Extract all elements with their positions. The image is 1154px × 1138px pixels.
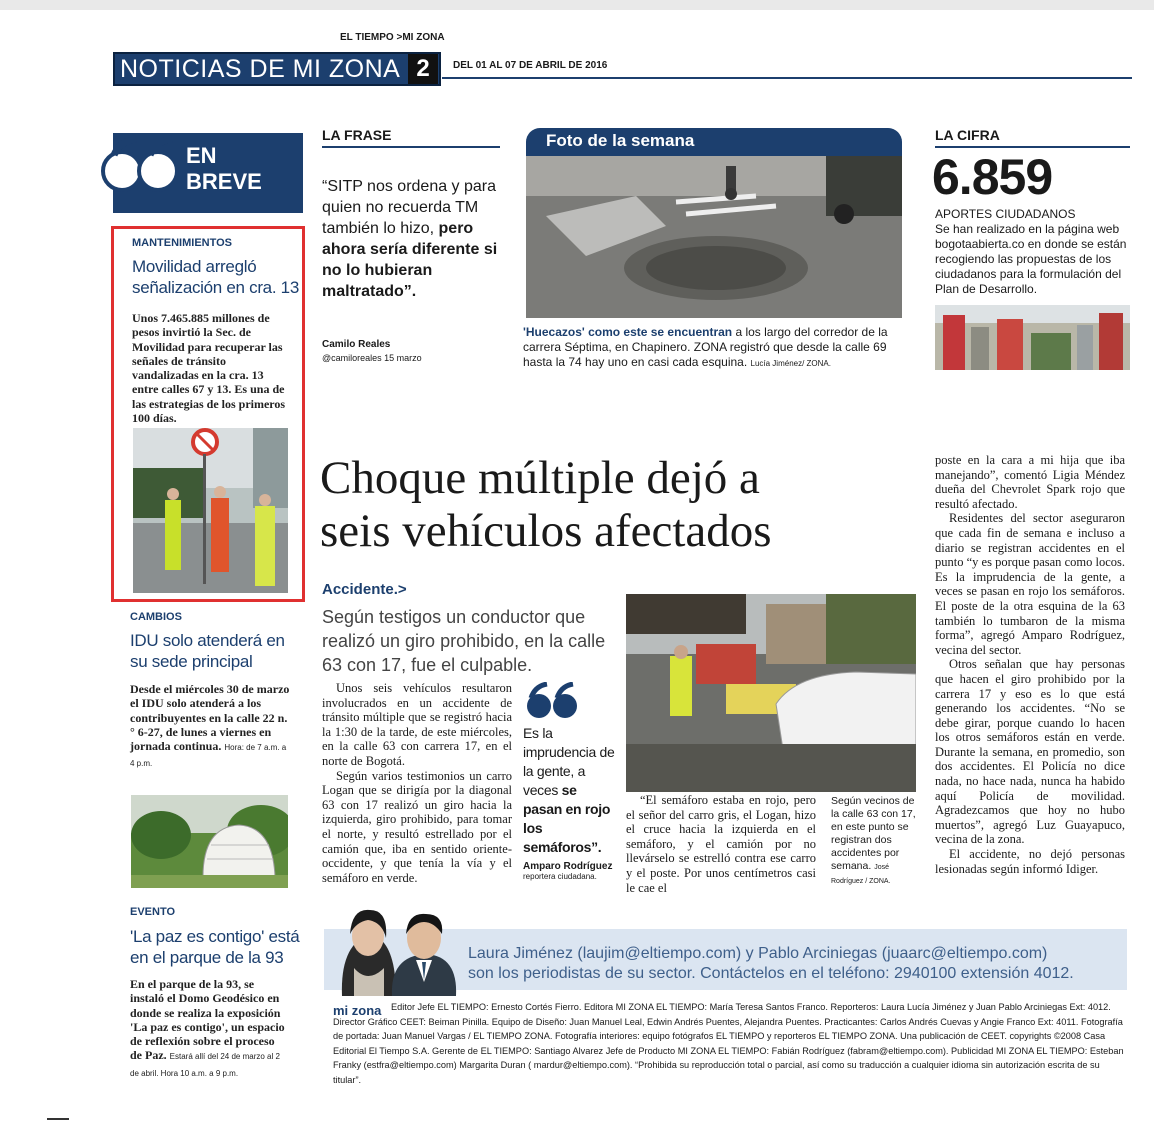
pull-quote-role: reportera ciudadana. (523, 872, 597, 881)
article-column-3 (935, 453, 1125, 876)
foto-semana-photo (526, 156, 902, 318)
brief3-kicker: EVENTO (130, 906, 176, 918)
brief1-photo (133, 428, 288, 593)
quote-marks-icon (100, 133, 180, 205)
page-number: 2 (408, 54, 438, 84)
frase-author: Camilo Reales (322, 339, 391, 350)
brief2-body (130, 682, 290, 772)
brief2-body-text: Desde el miércoles 30 de marzo el IDU solo atenderá a los contribuyentes en la calle 22 n.° 6-27, de lunes a viernes en jornada continua. (130, 682, 290, 754)
page-title: NOTICIAS DE MI ZONA (120, 55, 401, 83)
article-paragraph: Según varios testimonios un carro Logan que se dirigía por la diagonal 63 con 17 realizó un giro hacia la izquierda, giro prohibido, para tomar el norte, y resultó estrellado por el camión que, iba en sentido oriente-occidente, y que tenía la vía y el semáforo en verde. (322, 768, 512, 885)
foto-semana-tab: Foto de la semana (526, 128, 902, 156)
brief3-headline: 'La paz es contigo' está en el parque de la 93 (130, 927, 300, 967)
brief1-body: Unos 7.465.885 millones de pesos invirtió la Sec. de Movilidad para recuperar las señales de tránsito vandalizadas en la cra. 13 entre calles 67 y 13. Es una de las estrategias de los primeros 100 días. (132, 311, 286, 426)
article-column-2 (626, 793, 816, 895)
frase-label: LA FRASE (322, 127, 392, 143)
brief2-headline: IDU solo atenderá en su sede principal (130, 631, 285, 671)
frase-rule (322, 146, 500, 148)
brief3-body-text: En el parque de la 93, se instaló el Domo Geodésico en donde se realiza la exposición 'La paz es contigo', un espacio de reflexión sobre el proceso de Paz. (130, 977, 285, 1063)
en-breve-title (186, 143, 262, 195)
photo-caption-text: Según vecinos de la calle 63 con 17, en este punto se registran dos accidentes por semana. (831, 795, 916, 872)
top-scan-strip (0, 0, 1154, 10)
foto-caption-text: a los largo del corredor de la carrera Séptima, en Chapinero. ZONA registró que desde la calle 69 hasta la 74 hay uno en casi cada esquina. (523, 325, 888, 369)
article-paragraph: poste en la cara a mi hija que iba manejando”, comentó Ligia Méndez dueña del Chevrolet Spark rojo que resultó afectado. (935, 453, 1125, 511)
pull-quote (523, 724, 618, 881)
frase-quote (322, 176, 502, 302)
brief1-headline: Movilidad arregló señalización en cra. 13 (132, 257, 299, 297)
pull-quote-plain: Es la imprudencia de la gente, a veces (523, 725, 615, 798)
article-paragraph: Otros señalan que hay personas que hacen el giro prohibido por la carrera 17 y eso es lo que está generando los accidentes. “No se debe girar, porque cuando lo hacen los otros semáforos están en verde. Durante la semana, en promedio, son dos accidentes. El Policía no dice nada, no hace nada, nunca ha habido aquí Policía de movilidad. Agradezcamos que hoy no hubo muertos”, agregó Luz Guayapuco, vecina de la zona. (935, 657, 1125, 847)
contact-line1: Laura Jiménez (laujim@eltiempo.com) y Pablo Arciniegas (juaarc@eltiempo.com) (468, 945, 1048, 962)
pull-quote-icon (525, 682, 581, 722)
article-paragraph: “El semáforo estaba en rojo, pero el señor del carro gris, el Logan, hizo el cruce hacia la izquierda en el semáforo, y el camión por no llevárselo se estrelló contra ese carro y el poste. Por unos centímetros casi le cae el (626, 793, 816, 895)
brief3-photo (131, 795, 288, 888)
foto-credit: Lucía Jiménez/ ZONA. (750, 359, 831, 368)
brief1-kicker: MANTENIMIENTOS (132, 237, 233, 249)
pull-quote-bold: se pasan en rojo los semáforos”. (523, 782, 611, 855)
photo-caption-credit: José Rodríguez / ZONA. (831, 864, 891, 885)
en-breve-line1: EN (186, 143, 217, 168)
contact-line2: son los periodistas de su sector. Contáctelos en el teléfono: 2940100 extensión 4012. (468, 965, 1074, 982)
article-column-1 (322, 681, 512, 885)
mi-zona-logo: mi zona (333, 1003, 382, 1018)
article-paragraph: Residentes del sector aseguraron que cada fin de semana e incluso a diario se registran accidentes en el punto “y es porque pasan como locos. Es la imprudencia de la gente, a veces se pasan en rojo los semáforos. El poste de la otra esquina de la 63 también lo tumbaron de la misma forma”, agregó Amparo Rodríguez, vecina del sector. (935, 511, 1125, 657)
foto-caption-bold: 'Huecazos' como este se encuentran (523, 325, 733, 339)
article-photo (626, 594, 916, 792)
section-label: EL TIEMPO >MI ZONA (340, 32, 445, 43)
pull-quote-author: Amparo Rodríguez (523, 861, 613, 872)
cifra-photo (935, 305, 1130, 370)
cifra-text: Se han realizado en la página web bogotaabierta.co en donde se están recogiendo las propuestas de los ciudadanos para la formulación del Plan de Desarrollo. (935, 222, 1127, 296)
credits: Editor Jefe EL TIEMPO: Ernesto Cortés Fierro. Editora MI ZONA EL TIEMPO: María Teresa Santos Franco. Reporteros: Laura Lucía Jiménez y Juan Pablo Arciniegas Ext: 4012. Director Gráfico CEET: Beiman Pinilla. Equipo de Diseño: Juan Manuel Leal, Edwin Andrés Puentes, Alejandra Puentes. Practicantes: Carlos Andrés Cuevas y Angie Franco Ext: 4011. Fotografía de portada: Juan Manuel Vargas / EL TIEMPO ZONA. Fotografía interiores: equipo fotógrafos EL TIEMPO y reporteros EL TIEMPO ZONA. Una publicación de CEET. copyrights ©2008 Casa Editorial El Tiempo S.A. Gerente de EL TIEMPO: Santiago Alvarez Jefe de Producto MI ZONA EL TIEMPO: Fabián Rodríguez (fabram@eltiempo.com). Publicidad MI ZONA EL TIEMPO: Esteban Franky (estfra@eltiempo.com) Margarita Duran ( mardur@eltiempo.com). “Prohibida su reproducción total o parcial, así como su traducción a cualquier idioma sin autorización escrita de su titular”. (333, 1002, 1124, 1085)
article-section-tag: Accidente.> (322, 581, 407, 598)
cifra-label: LA CIFRA (935, 127, 1000, 143)
frase-quote-bold: pero ahora sería diferente si no lo hubieran maltratado”. (322, 220, 498, 300)
header-rule (442, 77, 1132, 79)
brief3-note: Estará allí del 24 de marzo al 2 de abril. Hora 10 a.m. a 9 p.m. (130, 1052, 280, 1078)
cifra-subtitle: APORTES CIUDADANOS (935, 207, 1076, 221)
en-breve-line2: BREVE (186, 169, 262, 194)
reporters-portrait (330, 904, 460, 996)
frase-handle: @camiloreales 15 marzo (322, 353, 422, 363)
article-paragraph: Unos seis vehículos resultaron involucrados en un accidente de tránsito múltiple que se registró hacia la 1:30 de la tarde, de este miércoles, en la calle 63 con carrera 17, en el norte de Bogotá. (322, 681, 512, 768)
brief3-body (130, 977, 287, 1081)
brief2-kicker: CAMBIOS (130, 611, 182, 623)
article-deck: Según testigos un conductor que realizó un giro prohibido, en la calle 63 con 17, fue el culpable. (322, 607, 606, 675)
brief2-note: Hora: de 7 a.m. a 4 p.m. (130, 743, 287, 769)
contact-text (468, 944, 1074, 984)
article-photo-caption (831, 795, 921, 888)
cifra-number: 6.859 (932, 149, 1053, 205)
frase-quote-plain: “SITP nos ordena y para quien no recuerda TM también lo hizo, (322, 178, 497, 237)
article-headline: Choque múltiple dejó a seis vehículos afectados (320, 452, 772, 557)
issue-date: DEL 01 AL 07 DE ABRIL DE 2016 (453, 60, 608, 71)
scan-mark (47, 1118, 69, 1120)
article-paragraph: El accidente, no dejó personas lesionadas según informó Idiger. (935, 847, 1125, 876)
foto-semana-caption (523, 325, 908, 371)
